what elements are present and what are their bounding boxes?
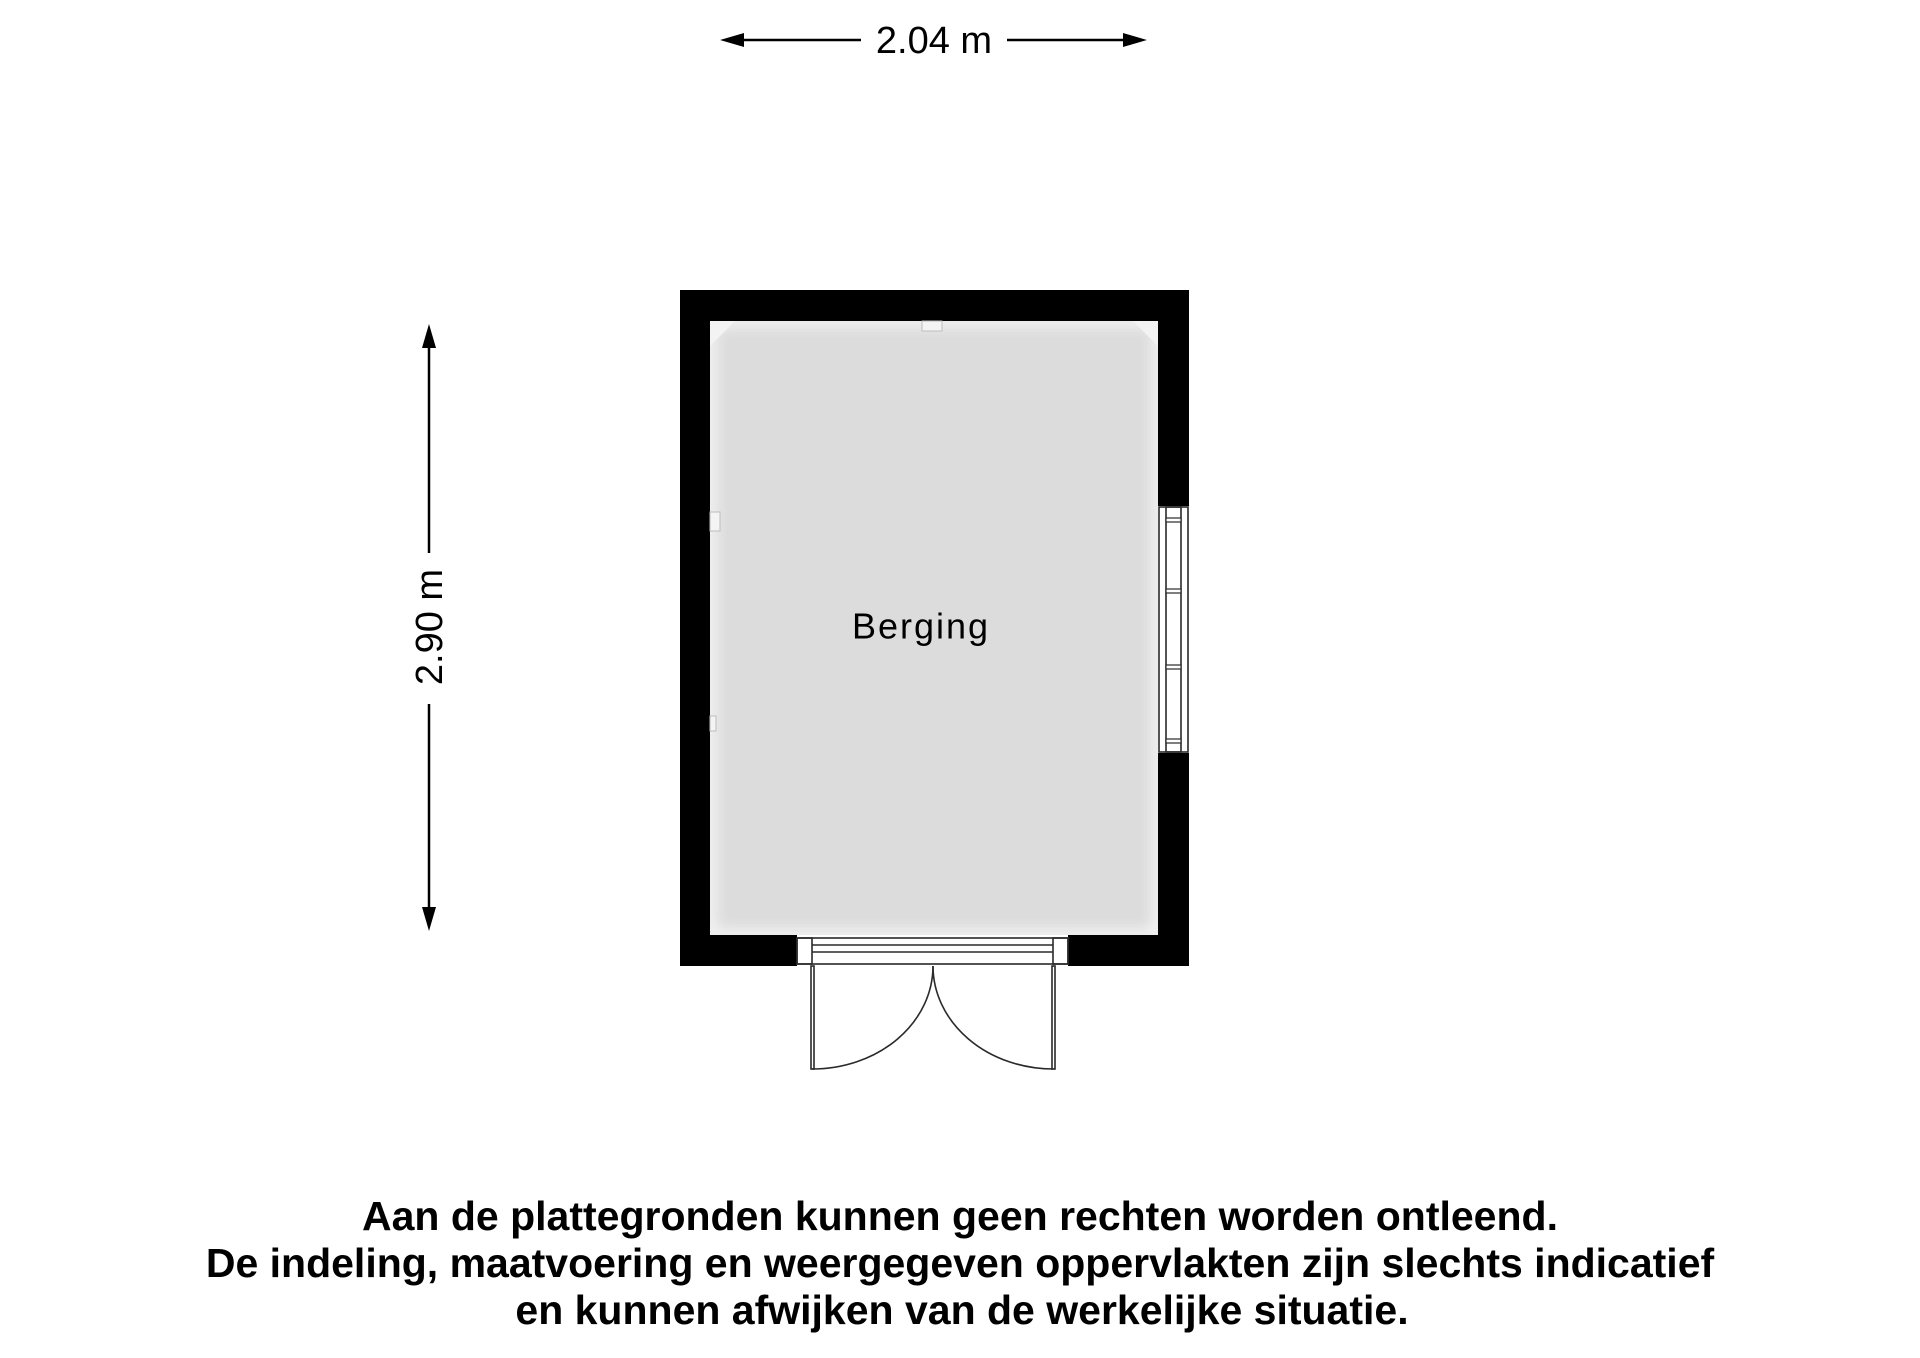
left-wall-notch-lower (710, 716, 716, 731)
height-dimension-arrow-bottom (422, 907, 436, 931)
width-dimension-arrow-right (1123, 33, 1147, 47)
top-wall-notch (922, 321, 942, 331)
width-dimension-label: 2.04 m (875, 20, 993, 62)
disclaimer (206, 1193, 1715, 1333)
door-leaf-left (811, 966, 814, 1069)
height-dimension-label: 2.90 m (409, 568, 451, 686)
disclaimer-line-3: en kunnen afwijken van de werkelijke situatie. (515, 1287, 1409, 1333)
room-label: Berging (851, 605, 991, 647)
door-opening (797, 935, 1068, 967)
door-leaf-right (1052, 966, 1055, 1069)
disclaimer-line-1: Aan de plattegronden kunnen geen rechten worden ontleend. (362, 1193, 1558, 1239)
door-swing-arc-right (933, 966, 1054, 1069)
width-dimension-arrow-left (720, 33, 744, 47)
height-dimension-arrow-top (422, 324, 436, 348)
disclaimer-line-2: De indeling, maatvoering en weergegeven oppervlakten zijn slechts indicatief (205, 1240, 1715, 1286)
double-door (797, 935, 1068, 1069)
room-berging (680, 290, 1189, 1069)
door-swing-arc-left (813, 966, 934, 1069)
width-dimension (720, 20, 1147, 62)
height-dimension (409, 324, 451, 931)
left-wall-notch-upper (710, 512, 720, 531)
window-right-wall (1158, 506, 1189, 753)
